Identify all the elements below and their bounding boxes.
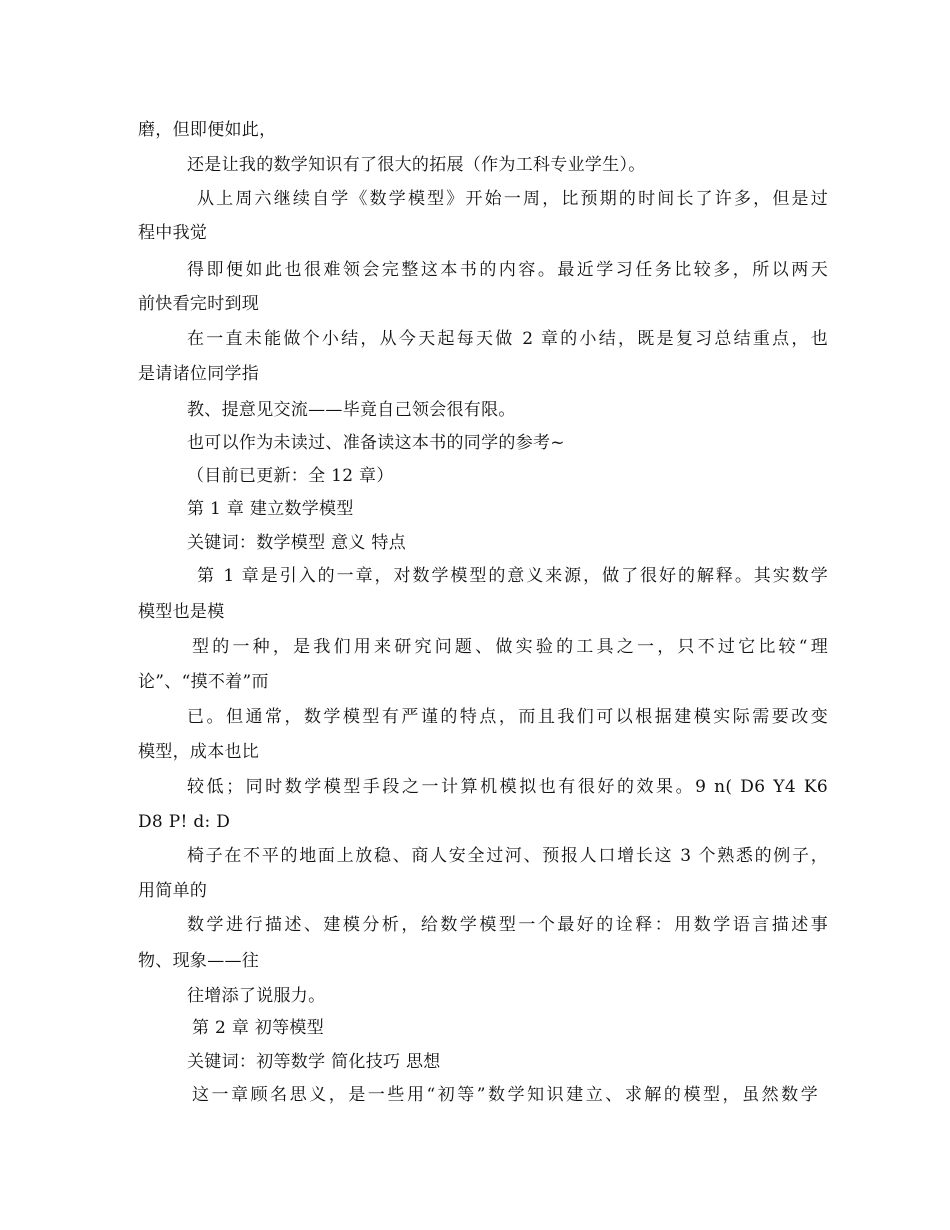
text-line: 已。但通常，数学模型有严谨的特点，而且我们可以根据建模实际需要改变 — [187, 707, 828, 727]
text-line: 往增添了说服力。 — [187, 986, 326, 1006]
text-line: 程中我觉 — [138, 223, 208, 243]
text-line: 从上周六继续自学《数学模型》开始一周，比预期的时间长了许多，但是过 — [197, 189, 828, 209]
text-line: 这一章顾名思义，是一些用“初等”数学知识建立、求解的模型，虽然数学 — [192, 1085, 818, 1105]
text-line: 论”、“摸不着”而 — [138, 672, 269, 692]
text-line: 数学进行描述、建模分析，给数学模型一个最好的诠释：用数学语言描述事 — [187, 915, 828, 935]
text-line: 也可以作为未读过、准备读这本书的同学的参考~ — [187, 433, 565, 453]
text-line: 磨，但即便如此， — [138, 120, 277, 140]
text-line: 是请诸位同学指 — [138, 364, 260, 384]
keywords-line: 关键词：数学模型 意义 特点 — [187, 533, 407, 553]
text-line: 模型，成本也比 — [138, 742, 260, 762]
chapter-heading: 第 2 章 初等模型 — [192, 1018, 325, 1038]
text-line: 教、提意见交流——毕竟自己领会很有限。 — [187, 400, 516, 420]
text-line: 型的一种，是我们用来研究问题、做实验的工具之一，只不过它比较“理 — [192, 637, 828, 657]
text-line: 用简单的 — [138, 881, 208, 901]
text-line: 在一直未能做个小结，从今天起每天做 2 章的小结，既是复习总结重点，也 — [187, 329, 828, 349]
text-line: 模型也是模 — [138, 602, 225, 622]
text-line: 物、现象——往 — [138, 951, 260, 971]
text-line: D8 P! d: D — [138, 812, 231, 832]
text-line: 第 1 章是引入的一章，对数学模型的意义来源，做了很好的解释。其实数学 — [197, 566, 828, 586]
chapter-heading: 第 1 章 建立数学模型 — [187, 499, 354, 519]
text-line: 还是让我的数学知识有了很大的拓展（作为工科专业学生）。 — [187, 155, 646, 175]
text-line: （目前已更新：全 12 章） — [187, 466, 394, 486]
text-line: 较低；同时数学模型手段之一计算机模拟也有很好的效果。9 n( D6 Y4 K6 — [187, 777, 828, 797]
text-line: 前快看完时到现 — [138, 294, 260, 314]
text-line: 椅子在不平的地面上放稳、商人安全过河、预报人口增长这 3 个熟悉的例子， — [187, 846, 828, 866]
text-line: 得即便如此也很难领会完整这本书的内容。最近学习任务比较多，所以两天 — [187, 260, 828, 280]
keywords-line: 关键词：初等数学 简化技巧 思想 — [187, 1052, 441, 1072]
